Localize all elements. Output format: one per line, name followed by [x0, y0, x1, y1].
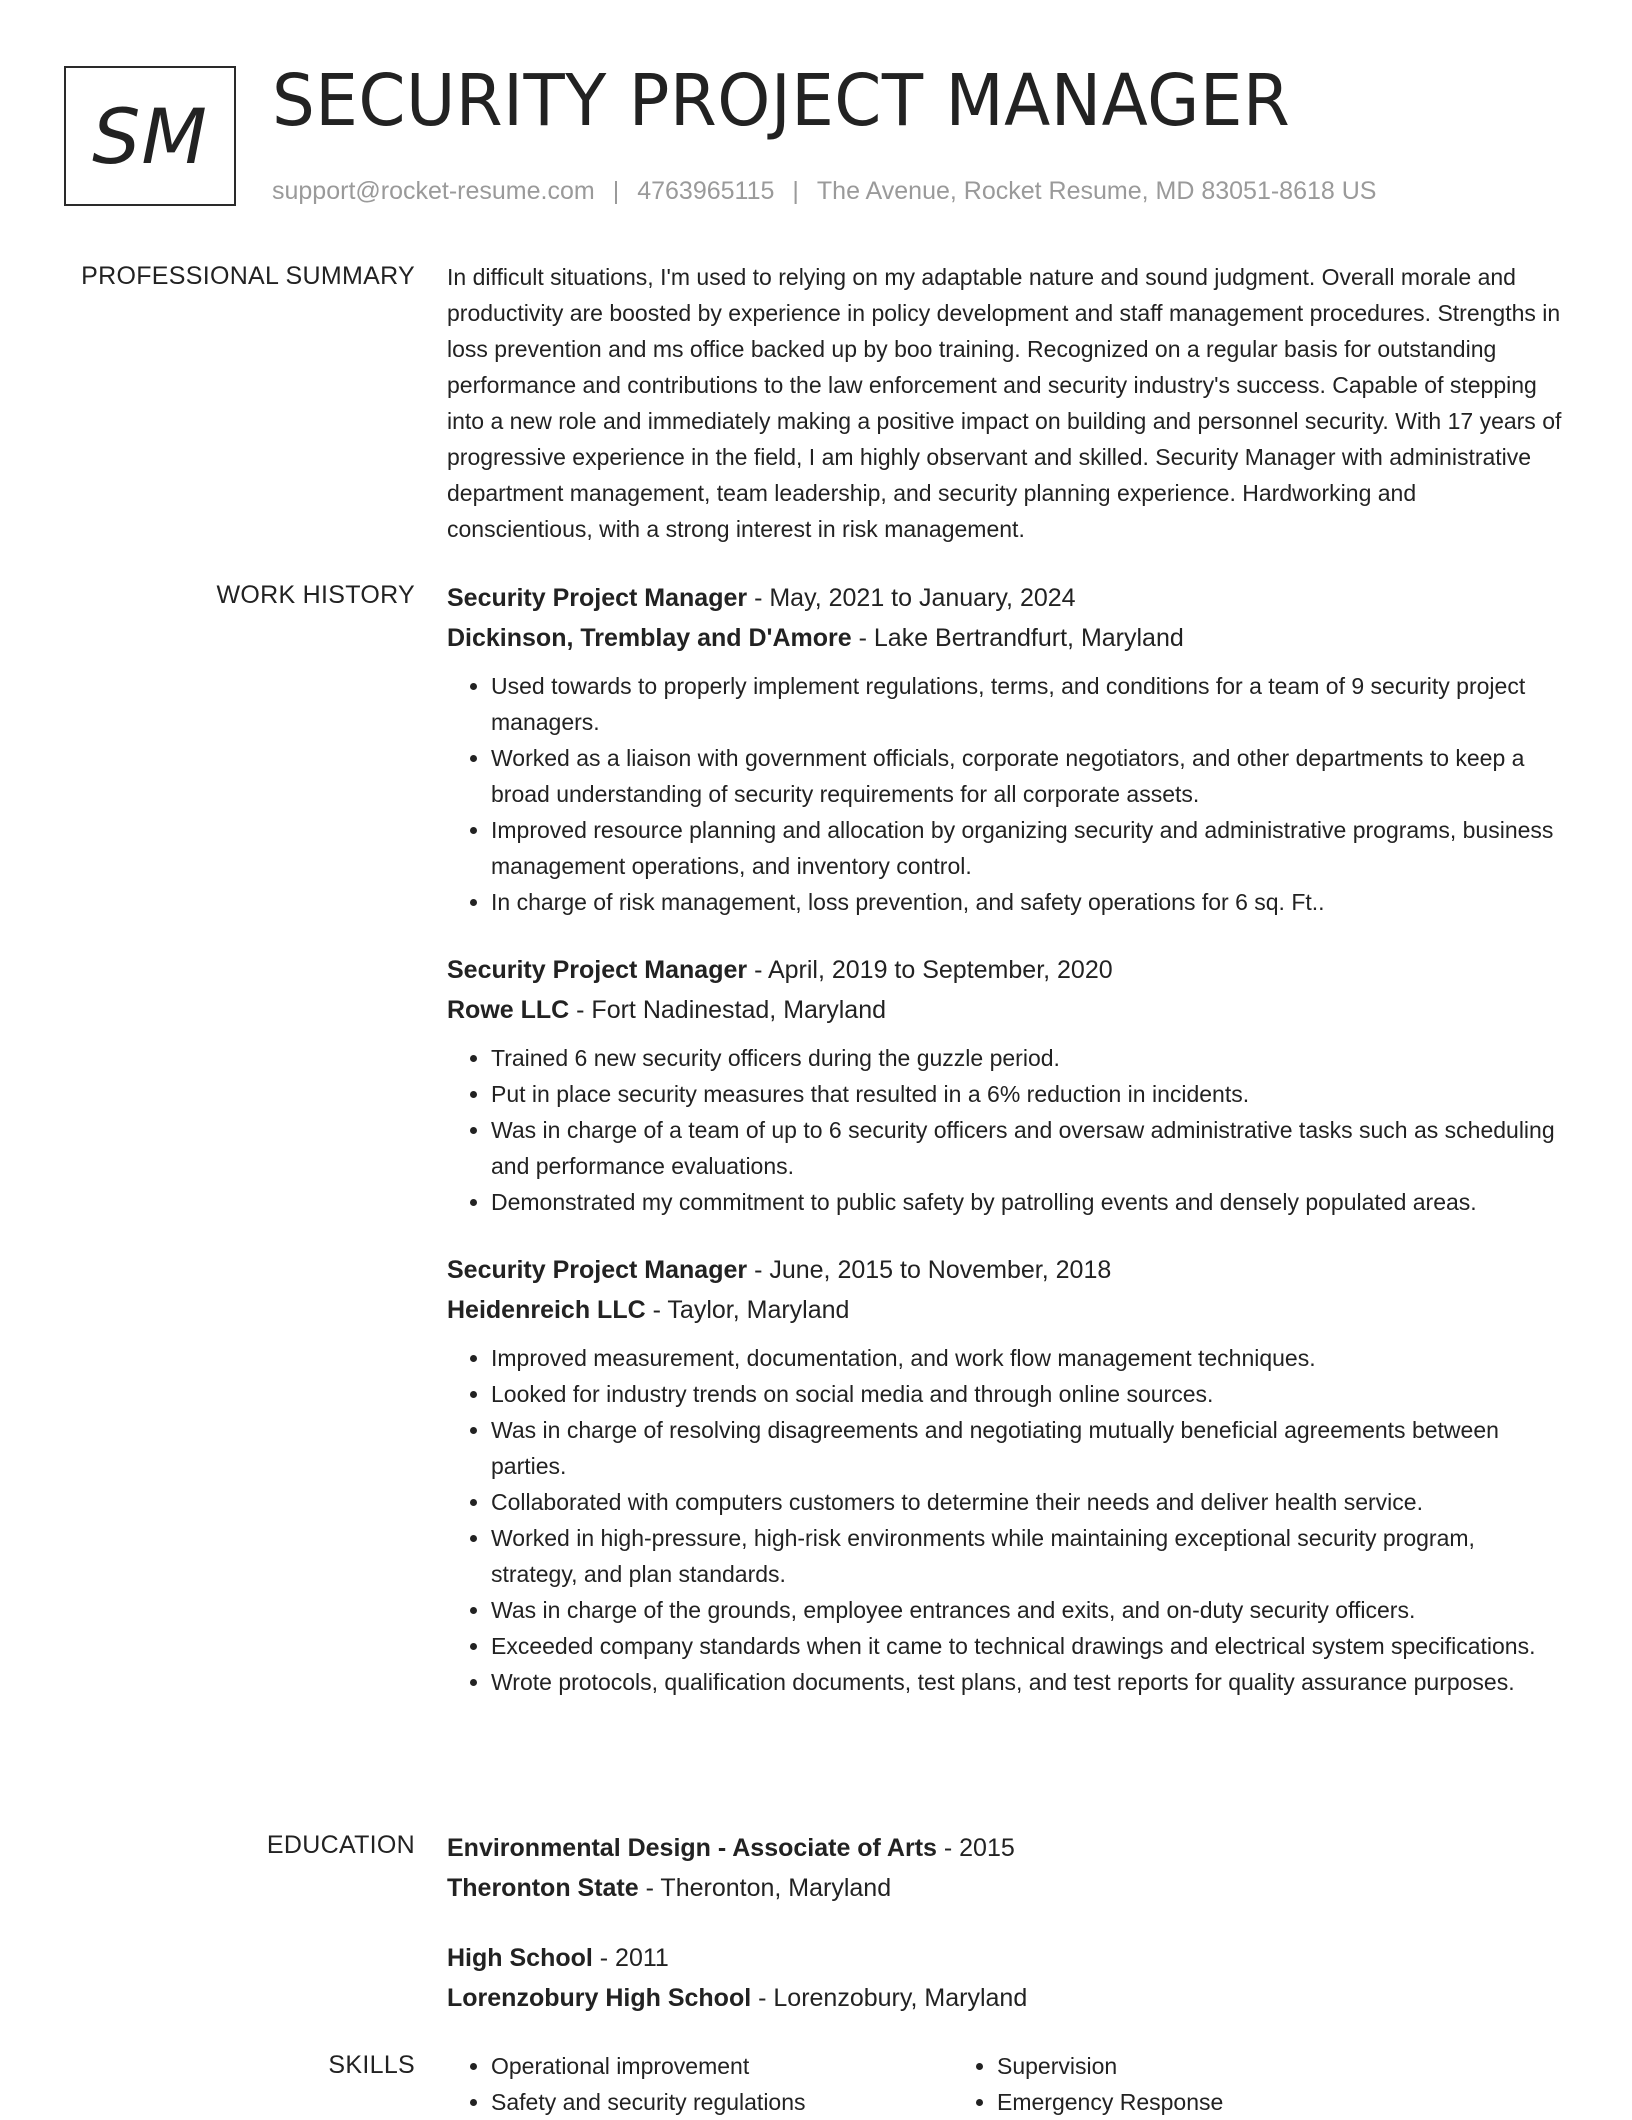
job-bullet: • Was in charge of a team of up to 6 security officers and oversaw administrative tasks such as scheduling and performance evaluations.: [491, 1112, 1567, 1184]
job-bullet: • Improved resource planning and allocation by organizing security and administrative programs, business management operations, and inventory control.: [491, 812, 1567, 884]
job-company-line: [447, 1290, 1567, 1330]
education-school: Theronton State: [447, 1874, 639, 1902]
job-entry: [447, 1250, 1567, 1700]
section-title-work-history: WORK HISTORY: [216, 581, 415, 609]
skill-item: • Operational improvement: [491, 2048, 953, 2084]
job-bullet: • In charge of risk management, loss prevention, and safety operations for 6 sq. Ft..: [491, 884, 1567, 920]
contact-phone: 4763965115: [637, 177, 775, 205]
education-degree-line: [447, 1828, 1567, 1868]
job-company-line: [447, 990, 1567, 1030]
skill-item: • Safety and security regulations: [491, 2084, 953, 2120]
contact-separator: |: [792, 177, 799, 205]
job-bullet: • Improved measurement, documentation, and work flow management techniques.: [491, 1340, 1567, 1376]
job-bullet: • Was in charge of the grounds, employee entrances and exits, and on-duty security officers.: [491, 1592, 1567, 1628]
job-bullet: • Exceeded company standards when it came to technical drawings and electrical system specifications.: [491, 1628, 1567, 1664]
contact-address: The Avenue, Rocket Resume, MD 83051-8618 US: [816, 177, 1377, 205]
work-history-body: [447, 578, 1567, 1730]
education-year: - 2011: [592, 1944, 669, 1972]
skills-body: [447, 2048, 1567, 2120]
job-bullet: • Collaborated with computers customers to determine their needs and deliver health service.: [491, 1484, 1567, 1520]
monogram-logo: SM: [64, 66, 236, 206]
education-location: - Lorenzobury, Maryland: [751, 1984, 1028, 2012]
job-location: - Lake Bertrandfurt, Maryland: [851, 624, 1184, 652]
education-school-line: [447, 1868, 1567, 1908]
job-bullet: • Looked for industry trends on social media and through online sources.: [491, 1376, 1567, 1412]
job-bullet: • Put in place security measures that resulted in a 6% reduction in incidents.: [491, 1076, 1567, 1112]
job-entry: [447, 950, 1567, 1220]
page-title: SECURITY PROJECT MANAGER: [272, 59, 1291, 142]
education-entry: [447, 1938, 1567, 2018]
education-body: [447, 1828, 1567, 2048]
education-degree: High School: [447, 1944, 593, 1972]
contact-separator: |: [612, 177, 620, 205]
skills-columns: [447, 2048, 1567, 2120]
education-year: - 2015: [936, 1834, 1015, 1862]
job-company-line: [447, 618, 1567, 658]
job-bullet: • Worked in high-pressure, high-risk environments while maintaining exceptional security program, strategy, and plan standards.: [491, 1520, 1567, 1592]
job-bullet: • Trained 6 new security officers during the guzzle period.: [491, 1040, 1567, 1076]
skills-list-right: [953, 2048, 1223, 2120]
job-bullet: • Used towards to properly implement regulations, terms, and conditions for a team of 9 security project managers.: [491, 668, 1567, 740]
job-entry: [447, 578, 1567, 920]
section-title-skills: SKILLS: [328, 2051, 415, 2079]
contact-email[interactable]: support@rocket-resume.com: [272, 177, 595, 205]
education-degree-line: [447, 1938, 1567, 1978]
job-role: Security Project Manager: [447, 1256, 748, 1284]
job-dates: - June, 2015 to November, 2018: [747, 1256, 1112, 1284]
section-title-education: EDUCATION: [266, 1831, 415, 1859]
education-entry: [447, 1828, 1567, 1908]
job-bullet: • Was in charge of resolving disagreements and negotiating mutually beneficial agreements between parties.: [491, 1412, 1567, 1484]
job-company: Dickinson, Tremblay and D'Amore: [447, 624, 852, 652]
job-bullets: [447, 1040, 1567, 1220]
job-bullets: [447, 1340, 1567, 1700]
job-dates: - May, 2021 to January, 2024: [747, 584, 1076, 612]
skills-list-left: [447, 2048, 953, 2120]
skill-item: • Emergency Response: [997, 2084, 1223, 2120]
skill-item: • Supervision: [997, 2048, 1223, 2084]
job-bullet: • Wrote protocols, qualification documents, test plans, and test reports for quality assurance purposes.: [491, 1664, 1567, 1700]
job-dates: - April, 2019 to September, 2020: [747, 956, 1113, 984]
job-company: Heidenreich LLC: [447, 1296, 646, 1324]
job-title-line: [447, 1250, 1567, 1290]
contact-line: [272, 174, 1376, 208]
job-bullet: • Demonstrated my commitment to public safety by patrolling events and densely populated areas.: [491, 1184, 1567, 1220]
education-school: Lorenzobury High School: [447, 1984, 752, 2012]
summary-body: [447, 259, 1567, 547]
job-location: - Fort Nadinestad, Maryland: [569, 996, 887, 1024]
job-location: - Taylor, Maryland: [645, 1296, 850, 1324]
job-company: Rowe LLC: [447, 996, 570, 1024]
section-title-summary: PROFESSIONAL SUMMARY: [81, 262, 415, 290]
summary-text: In difficult situations, I'm used to relying on my adaptable nature and sound judgment. Overall morale and productivity are boosted by experience in policy development and staff management procedures. Strengths in loss prevention and ms office backed up by boo training. Recognized on a regular basis for outstanding performance and contributions to the law enforcement and security industry's success. Capable of stepping into a new role and immediately making a positive impact on building and personnel security. With 17 years of progressive experience in the field, I am highly observant and skilled. Security Manager with administrative department management, team leadership, and security planning experience. Hardworking and conscientious, with a strong interest in risk management.: [447, 264, 1562, 542]
job-bullets: [447, 668, 1567, 920]
job-role: Security Project Manager: [447, 956, 748, 984]
education-school-line: [447, 1978, 1567, 2018]
education-degree: Environmental Design - Associate of Arts: [447, 1834, 937, 1862]
job-title-line: [447, 950, 1567, 990]
education-location: - Theronton, Maryland: [638, 1874, 892, 1902]
job-bullet: • Worked as a liaison with government officials, corporate negotiators, and other departments to keep a broad understanding of security requirements for all corporate assets.: [491, 740, 1567, 812]
job-title-line: [447, 578, 1567, 618]
job-role: Security Project Manager: [447, 584, 748, 612]
